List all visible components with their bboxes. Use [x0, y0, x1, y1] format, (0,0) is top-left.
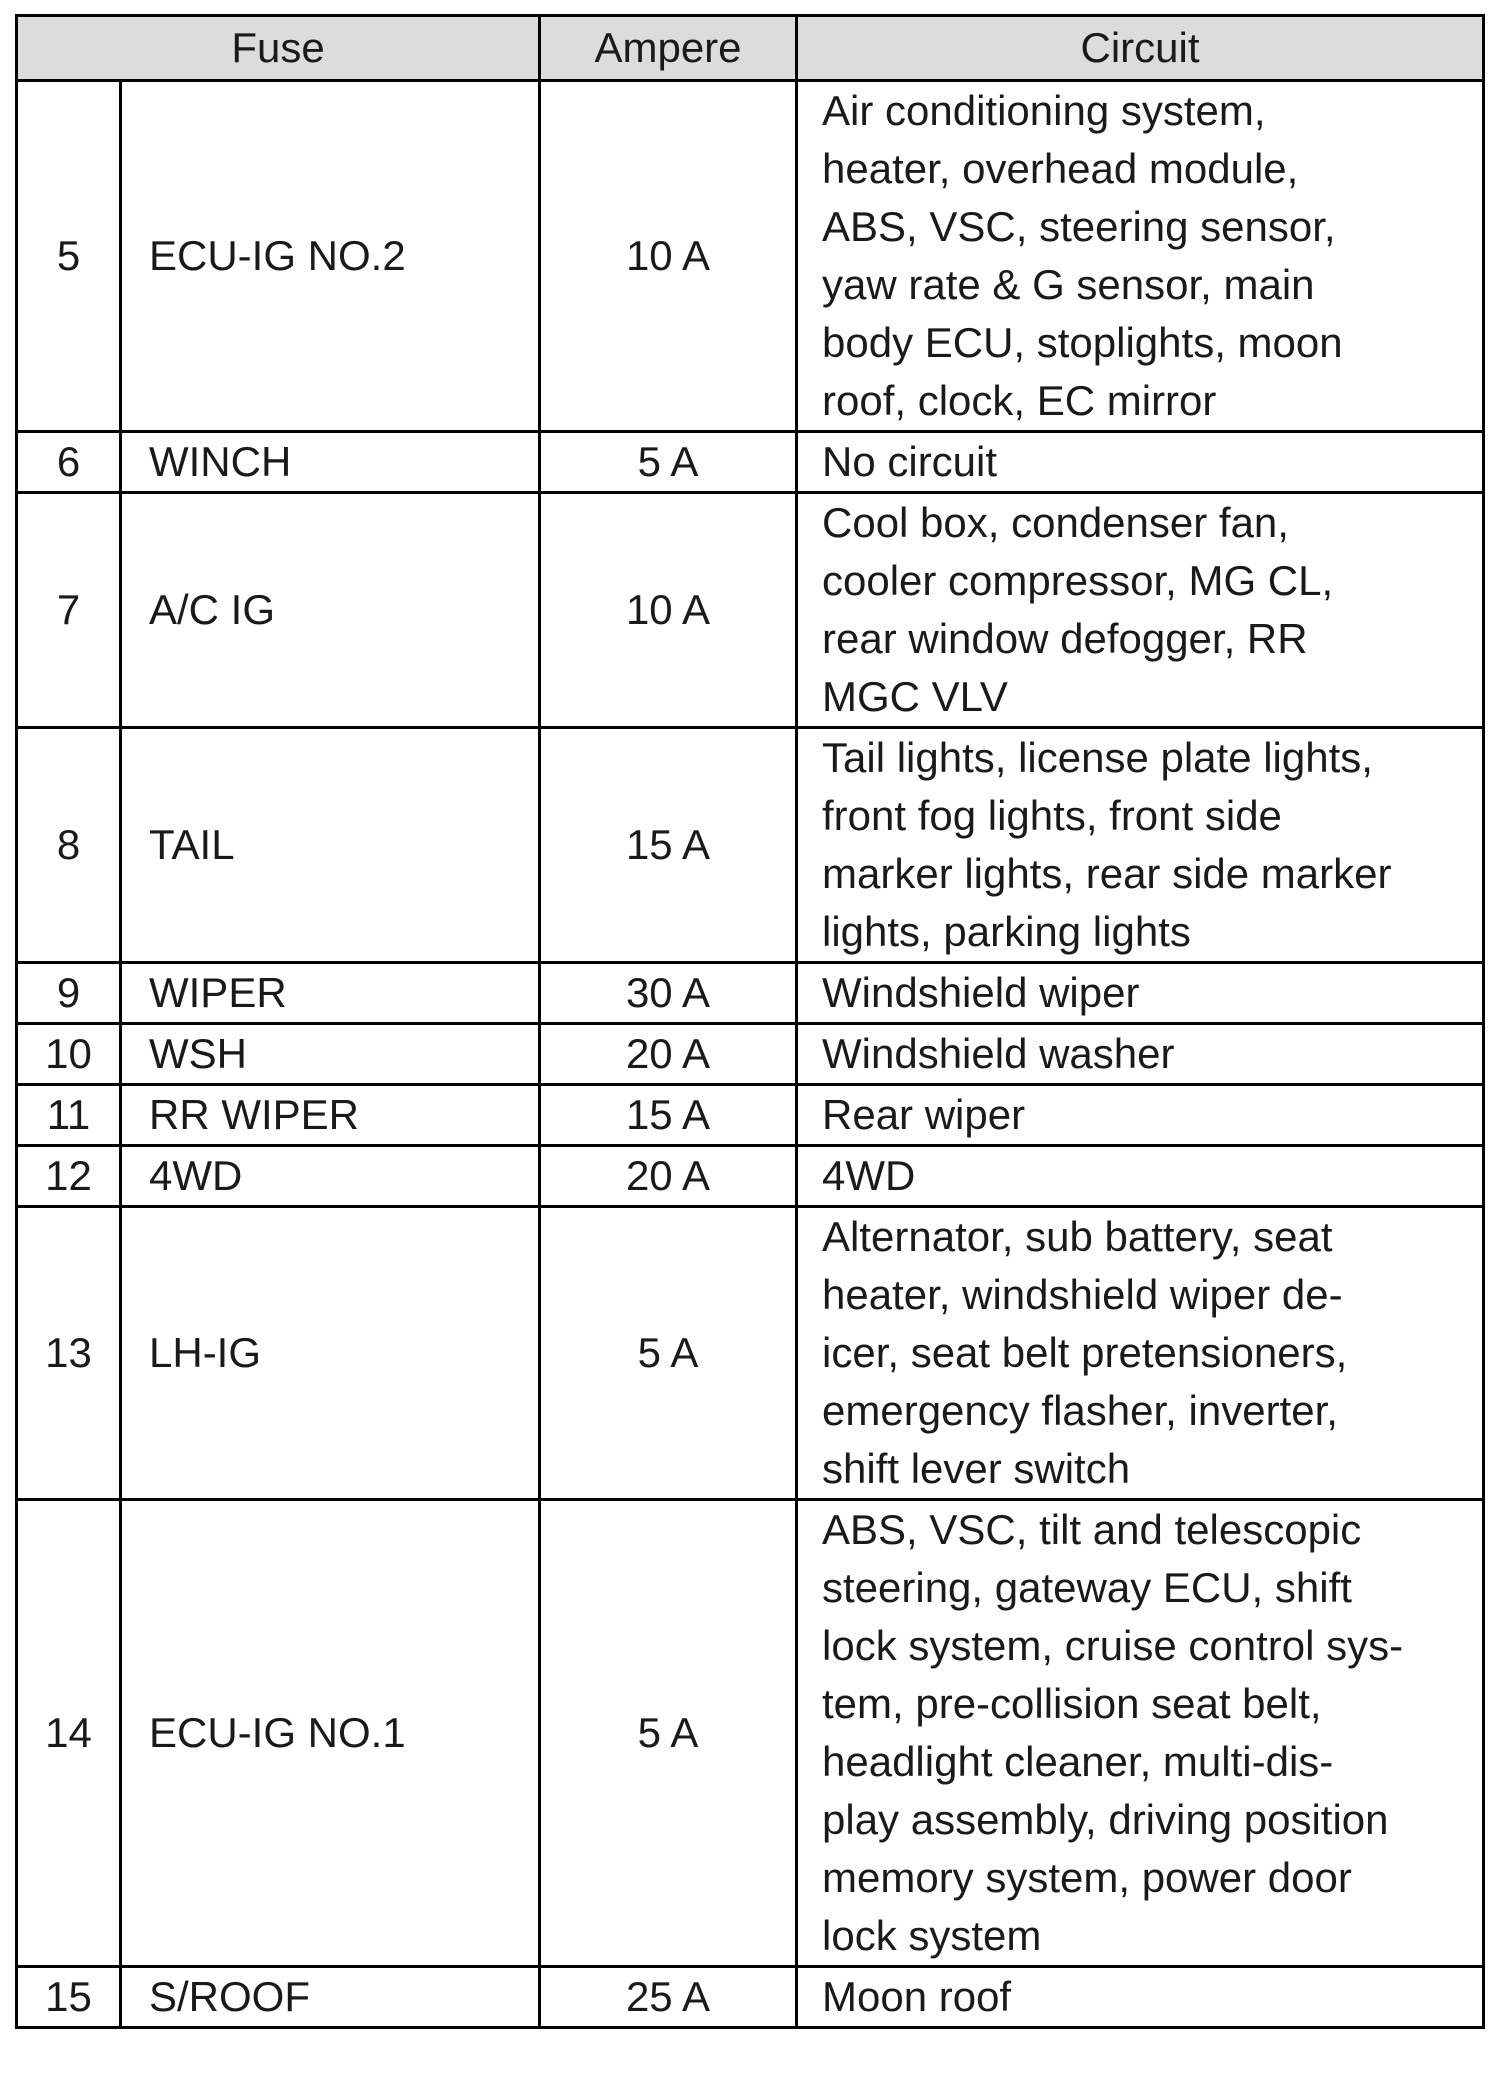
table-row — [17, 1967, 1484, 2028]
fuse-circuit — [797, 1500, 1484, 1967]
circuit-line: emergency flasher, inverter, — [822, 1387, 1338, 1434]
circuit-line: roof, clock, EC mirror — [822, 377, 1217, 424]
fuse-number: 9 — [17, 963, 121, 1024]
circuit-line: Cool box, condenser fan, — [822, 499, 1289, 546]
circuit-line: lights, parking lights — [822, 908, 1191, 955]
fuse-number: 13 — [17, 1207, 121, 1500]
fuse-name: LH-IG — [121, 1207, 540, 1500]
circuit-line: heater, overhead module, — [822, 145, 1299, 192]
circuit-line: Windshield wiper — [822, 969, 1140, 1016]
fuse-number: 5 — [17, 81, 121, 432]
circuit-line: lock system — [822, 1912, 1042, 1959]
circuit-line: shift lever switch — [822, 1445, 1131, 1492]
table-row — [17, 728, 1484, 963]
fuse-name: S/ROOF — [121, 1967, 540, 2028]
circuit-line: tem, pre-collision seat belt, — [822, 1680, 1322, 1727]
fuse-number: 14 — [17, 1500, 121, 1967]
fuse-number: 12 — [17, 1146, 121, 1207]
fuse-name: A/C IG — [121, 493, 540, 728]
circuit-line: Air conditioning system, — [822, 87, 1266, 134]
fuse-ampere: 5 A — [540, 1500, 797, 1967]
table-row — [17, 1146, 1484, 1207]
circuit-line: No circuit — [822, 438, 998, 485]
fuse-circuit — [797, 1146, 1484, 1207]
fuse-circuit — [797, 963, 1484, 1024]
circuit-line: marker lights, rear side marker — [822, 850, 1392, 897]
fuse-ampere: 20 A — [540, 1146, 797, 1207]
header-circuit: Circuit — [797, 16, 1484, 81]
circuit-line: Tail lights, license plate lights, — [822, 734, 1373, 781]
fuse-name: WIPER — [121, 963, 540, 1024]
fuse-ampere: 25 A — [540, 1967, 797, 2028]
fuse-name: WINCH — [121, 432, 540, 493]
fuse-circuit — [797, 1207, 1484, 1500]
fuse-number: 11 — [17, 1085, 121, 1146]
table-row — [17, 81, 1484, 432]
header-row — [17, 16, 1484, 81]
fuse-name: RR WIPER — [121, 1085, 540, 1146]
fuse-circuit — [797, 1967, 1484, 2028]
circuit-line: body ECU, stoplights, moon — [822, 319, 1343, 366]
fuse-number: 7 — [17, 493, 121, 728]
circuit-line: icer, seat belt pretensioners, — [822, 1329, 1348, 1376]
table-row — [17, 1024, 1484, 1085]
circuit-line: cooler compressor, MG CL, — [822, 557, 1334, 604]
table-row — [17, 493, 1484, 728]
circuit-line: Windshield washer — [822, 1030, 1175, 1077]
table-body — [17, 81, 1484, 2028]
table-row — [17, 1207, 1484, 1500]
fuse-ampere: 5 A — [540, 1207, 797, 1500]
circuit-line: Alternator, sub battery, seat — [822, 1213, 1333, 1260]
fuse-circuit — [797, 81, 1484, 432]
fuse-name: ECU-IG NO.2 — [121, 81, 540, 432]
table-row — [17, 963, 1484, 1024]
fuse-name: ECU-IG NO.1 — [121, 1500, 540, 1967]
fuse-circuit — [797, 493, 1484, 728]
fuse-ampere: 10 A — [540, 81, 797, 432]
fuse-circuit — [797, 1085, 1484, 1146]
fuse-circuit — [797, 432, 1484, 493]
table-row — [17, 432, 1484, 493]
fuse-number: 8 — [17, 728, 121, 963]
fuse-number: 10 — [17, 1024, 121, 1085]
fuse-ampere: 10 A — [540, 493, 797, 728]
fuse-name: 4WD — [121, 1146, 540, 1207]
circuit-line: play assembly, driving position — [822, 1796, 1389, 1843]
circuit-line: yaw rate & G sensor, main — [822, 261, 1315, 308]
circuit-line: Moon roof — [822, 1973, 1012, 2020]
fuse-ampere: 15 A — [540, 728, 797, 963]
fuse-circuit — [797, 728, 1484, 963]
circuit-line: MGC VLV — [822, 673, 1008, 720]
circuit-line: ABS, VSC, steering sensor, — [822, 203, 1336, 250]
table-row — [17, 1085, 1484, 1146]
circuit-line: front fog lights, front side — [822, 792, 1282, 839]
fuse-name: WSH — [121, 1024, 540, 1085]
circuit-line: lock system, cruise control sys- — [822, 1622, 1404, 1669]
header-fuse: Fuse — [17, 16, 540, 81]
fuse-ampere: 20 A — [540, 1024, 797, 1085]
fuse-circuit — [797, 1024, 1484, 1085]
fuse-number: 15 — [17, 1967, 121, 2028]
circuit-line: rear window defogger, RR — [822, 615, 1308, 662]
fuse-ampere: 30 A — [540, 963, 797, 1024]
circuit-line: steering, gateway ECU, shift — [822, 1564, 1352, 1611]
fuse-ampere: 5 A — [540, 432, 797, 493]
fuse-number: 6 — [17, 432, 121, 493]
circuit-line: ABS, VSC, tilt and telescopic — [822, 1506, 1362, 1553]
table-row — [17, 1500, 1484, 1967]
fuse-table — [15, 14, 1485, 2029]
circuit-line: memory system, power door — [822, 1854, 1352, 1901]
fuse-name: TAIL — [121, 728, 540, 963]
circuit-line: headlight cleaner, multi-dis- — [822, 1738, 1334, 1785]
circuit-line: heater, windshield wiper de- — [822, 1271, 1343, 1318]
circuit-line: 4WD — [822, 1152, 916, 1199]
header-ampere: Ampere — [540, 16, 797, 81]
circuit-line: Rear wiper — [822, 1091, 1026, 1138]
fuse-ampere: 15 A — [540, 1085, 797, 1146]
